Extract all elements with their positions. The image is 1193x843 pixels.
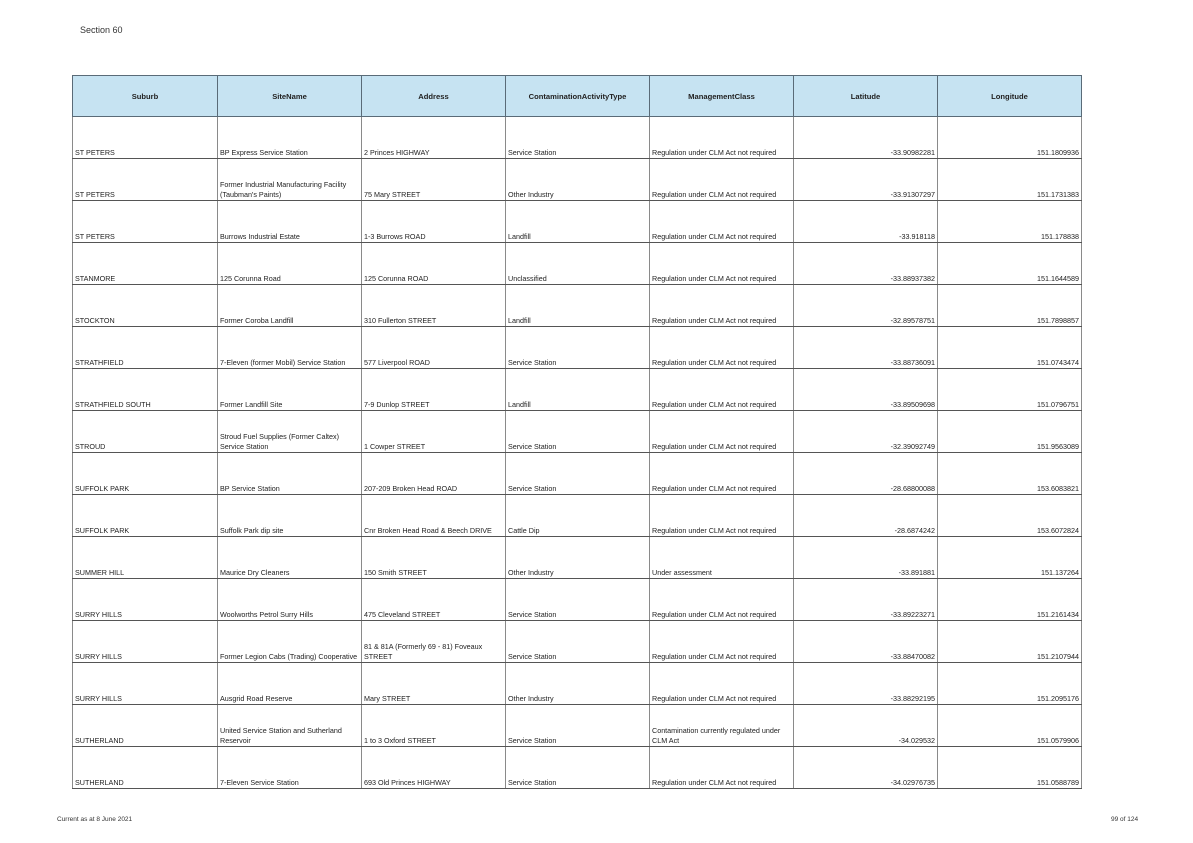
cell-address: 7-9 Dunlop STREET (362, 369, 506, 411)
cell-contamination-activity-type: Service Station (506, 327, 650, 369)
cell-suburb: SUFFOLK PARK (73, 453, 218, 495)
column-header-contamination-activity-type: ContaminationActivityType (506, 76, 650, 117)
cell-management-class: Regulation under CLM Act not required (650, 285, 794, 327)
cell-longitude: 151.0588789 (938, 747, 1082, 789)
cell-contamination-activity-type: Other Industry (506, 159, 650, 201)
cell-longitude: 151.9563089 (938, 411, 1082, 453)
cell-longitude: 151.0579906 (938, 705, 1082, 747)
cell-longitude: 151.1809936 (938, 117, 1082, 159)
cell-longitude: 151.1731383 (938, 159, 1082, 201)
cell-site-name: Former Legion Cabs (Trading) Cooperative (218, 621, 362, 663)
cell-latitude: -33.88937382 (794, 243, 938, 285)
cell-management-class: Regulation under CLM Act not required (650, 243, 794, 285)
table-row (73, 201, 1082, 243)
table-row (73, 495, 1082, 537)
cell-longitude: 151.2161434 (938, 579, 1082, 621)
cell-management-class: Regulation under CLM Act not required (650, 579, 794, 621)
cell-latitude: -32.39092749 (794, 411, 938, 453)
table-row (73, 621, 1082, 663)
cell-suburb: SUFFOLK PARK (73, 495, 218, 537)
cell-management-class: Regulation under CLM Act not required (650, 663, 794, 705)
table-header-row (73, 76, 1082, 117)
cell-contamination-activity-type: Service Station (506, 705, 650, 747)
table-row (73, 663, 1082, 705)
cell-suburb: STRATHFIELD (73, 327, 218, 369)
cell-site-name: BP Express Service Station (218, 117, 362, 159)
column-header-suburb: Suburb (73, 76, 218, 117)
cell-management-class: Under assessment (650, 537, 794, 579)
cell-suburb: SURRY HILLS (73, 663, 218, 705)
cell-address: 1 Cowper STREET (362, 411, 506, 453)
cell-contamination-activity-type: Landfill (506, 369, 650, 411)
cell-longitude: 153.6083821 (938, 453, 1082, 495)
table-row (73, 747, 1082, 789)
cell-management-class: Regulation under CLM Act not required (650, 495, 794, 537)
cell-latitude: -33.90982281 (794, 117, 938, 159)
cell-longitude: 151.178838 (938, 201, 1082, 243)
cell-management-class: Regulation under CLM Act not required (650, 159, 794, 201)
cell-suburb: ST PETERS (73, 117, 218, 159)
cell-latitude: -33.91307297 (794, 159, 938, 201)
cell-latitude: -33.88736091 (794, 327, 938, 369)
cell-address: 1 to 3 Oxford STREET (362, 705, 506, 747)
cell-latitude: -28.6874242 (794, 495, 938, 537)
table-row (73, 453, 1082, 495)
cell-management-class: Regulation under CLM Act not required (650, 201, 794, 243)
cell-suburb: STROUD (73, 411, 218, 453)
cell-address: 310 Fullerton STREET (362, 285, 506, 327)
cell-management-class: Regulation under CLM Act not required (650, 453, 794, 495)
cell-contamination-activity-type: Service Station (506, 579, 650, 621)
cell-suburb: STANMORE (73, 243, 218, 285)
cell-address: 81 & 81A (Formerly 69 - 81) Foveaux STREET (362, 621, 506, 663)
table-row (73, 159, 1082, 201)
cell-site-name: Burrows Industrial Estate (218, 201, 362, 243)
cell-site-name: United Service Station and Sutherland Reservoir (218, 705, 362, 747)
cell-management-class: Regulation under CLM Act not required (650, 369, 794, 411)
cell-address: 150 Smith STREET (362, 537, 506, 579)
cell-site-name: Ausgrid Road Reserve (218, 663, 362, 705)
cell-site-name: 7-Eleven (former Mobil) Service Station (218, 327, 362, 369)
footer-current-as-at: Current as at 8 June 2021 (57, 816, 133, 823)
cell-management-class: Regulation under CLM Act not required (650, 411, 794, 453)
cell-contamination-activity-type: Landfill (506, 201, 650, 243)
cell-contamination-activity-type: Landfill (506, 285, 650, 327)
cell-latitude: -33.88292195 (794, 663, 938, 705)
cell-suburb: STOCKTON (73, 285, 218, 327)
cell-site-name: Woolworths Petrol Surry Hills (218, 579, 362, 621)
table-row (73, 243, 1082, 285)
cell-suburb: SUTHERLAND (73, 705, 218, 747)
cell-address: 125 Corunna ROAD (362, 243, 506, 285)
cell-longitude: 151.2107944 (938, 621, 1082, 663)
table-row (73, 327, 1082, 369)
cell-latitude: -34.02976735 (794, 747, 938, 789)
cell-address: 475 Cleveland STREET (362, 579, 506, 621)
table-row (73, 579, 1082, 621)
cell-longitude: 151.0743474 (938, 327, 1082, 369)
cell-longitude: 153.6072824 (938, 495, 1082, 537)
cell-suburb: SURRY HILLS (73, 621, 218, 663)
cell-site-name: 125 Corunna Road (218, 243, 362, 285)
column-header-management-class: ManagementClass (650, 76, 794, 117)
table-row (73, 117, 1082, 159)
cell-site-name: 7-Eleven Service Station (218, 747, 362, 789)
cell-longitude: 151.2095176 (938, 663, 1082, 705)
cell-contamination-activity-type: Unclassified (506, 243, 650, 285)
cell-address: 1-3 Burrows ROAD (362, 201, 506, 243)
table-row (73, 537, 1082, 579)
cell-contamination-activity-type: Service Station (506, 621, 650, 663)
cell-site-name: Suffolk Park dip site (218, 495, 362, 537)
cell-latitude: -33.891881 (794, 537, 938, 579)
cell-site-name: Former Industrial Manufacturing Facility (Taubman's Paints) (218, 159, 362, 201)
column-header-longitude: Longitude (938, 76, 1082, 117)
cell-contamination-activity-type: Service Station (506, 117, 650, 159)
cell-management-class: Regulation under CLM Act not required (650, 117, 794, 159)
cell-site-name: Maurice Dry Cleaners (218, 537, 362, 579)
cell-address: 207-209 Broken Head ROAD (362, 453, 506, 495)
cell-latitude: -32.89578751 (794, 285, 938, 327)
cell-longitude: 151.7898857 (938, 285, 1082, 327)
cell-management-class: Contamination currently regulated under CLM Act (650, 705, 794, 747)
cell-longitude: 151.137264 (938, 537, 1082, 579)
cell-management-class: Regulation under CLM Act not required (650, 621, 794, 663)
cell-latitude: -33.89509698 (794, 369, 938, 411)
cell-contamination-activity-type: Cattle Dip (506, 495, 650, 537)
contaminated-sites-table (72, 75, 1082, 789)
cell-suburb: ST PETERS (73, 159, 218, 201)
cell-suburb: ST PETERS (73, 201, 218, 243)
cell-longitude: 151.0796751 (938, 369, 1082, 411)
cell-suburb: SURRY HILLS (73, 579, 218, 621)
cell-address: 75 Mary STREET (362, 159, 506, 201)
table-body (73, 117, 1082, 789)
column-header-address: Address (362, 76, 506, 117)
cell-contamination-activity-type: Service Station (506, 411, 650, 453)
cell-contamination-activity-type: Service Station (506, 453, 650, 495)
table-row (73, 285, 1082, 327)
cell-address: 577 Liverpool ROAD (362, 327, 506, 369)
cell-address: 2 Princes HIGHWAY (362, 117, 506, 159)
cell-site-name: Former Landfill Site (218, 369, 362, 411)
cell-address: Cnr Broken Head Road & Beech DRIVE (362, 495, 506, 537)
cell-longitude: 151.1644589 (938, 243, 1082, 285)
cell-management-class: Regulation under CLM Act not required (650, 747, 794, 789)
cell-contamination-activity-type: Other Industry (506, 663, 650, 705)
cell-suburb: SUTHERLAND (73, 747, 218, 789)
cell-site-name: BP Service Station (218, 453, 362, 495)
cell-contamination-activity-type: Service Station (506, 747, 650, 789)
cell-latitude: -33.918118 (794, 201, 938, 243)
cell-suburb: STRATHFIELD SOUTH (73, 369, 218, 411)
cell-latitude: -34.029532 (794, 705, 938, 747)
footer-page-number: 99 of 124 (1111, 816, 1139, 823)
cell-suburb: SUMMER HILL (73, 537, 218, 579)
cell-address: Mary STREET (362, 663, 506, 705)
cell-site-name: Former Coroba Landfill (218, 285, 362, 327)
cell-latitude: -28.68800088 (794, 453, 938, 495)
cell-management-class: Regulation under CLM Act not required (650, 327, 794, 369)
cell-contamination-activity-type: Other Industry (506, 537, 650, 579)
table-row (73, 705, 1082, 747)
cell-latitude: -33.89223271 (794, 579, 938, 621)
table-row (73, 411, 1082, 453)
cell-latitude: -33.88470082 (794, 621, 938, 663)
cell-address: 693 Old Princes HIGHWAY (362, 747, 506, 789)
section-label: Section 60 (80, 25, 123, 35)
column-header-latitude: Latitude (794, 76, 938, 117)
column-header-site-name: SiteName (218, 76, 362, 117)
cell-site-name: Stroud Fuel Supplies (Former Caltex) Service Station (218, 411, 362, 453)
table-row (73, 369, 1082, 411)
